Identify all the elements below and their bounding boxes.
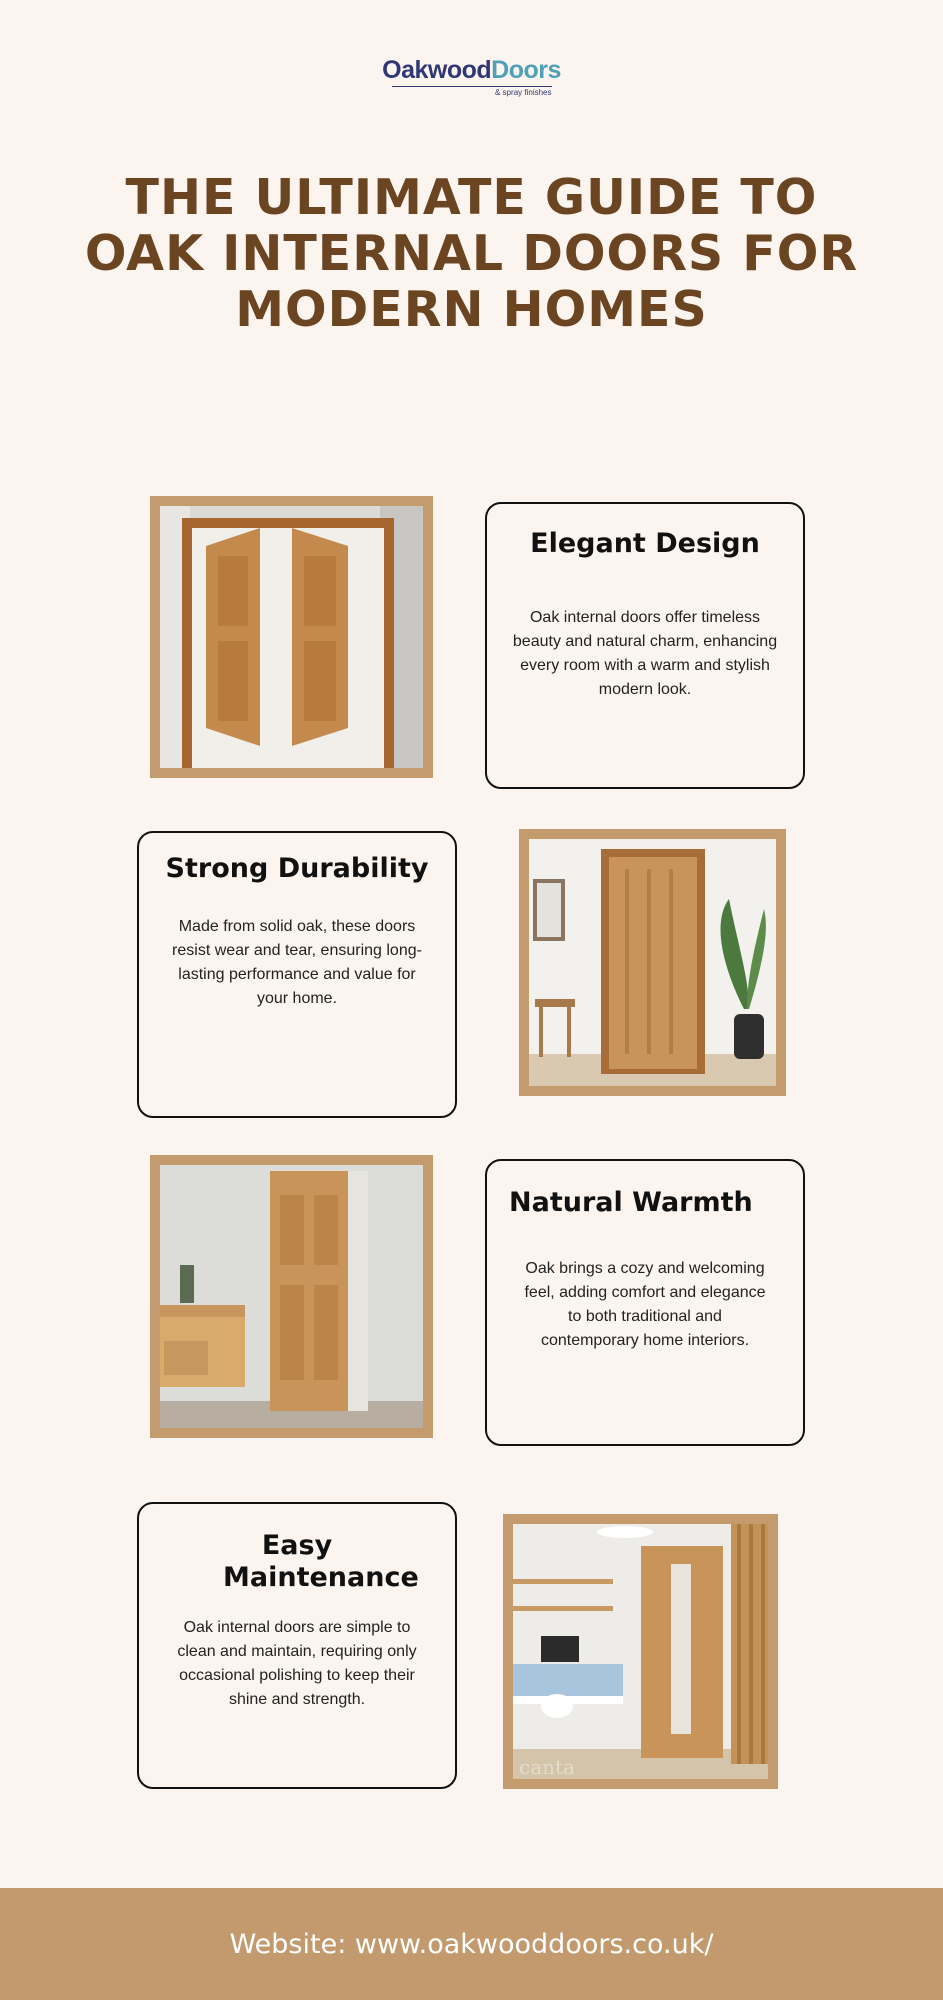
brand-name-part1: Oakwood: [382, 56, 492, 84]
section-title: Elegant Design: [530, 528, 760, 559]
photo-double-doors: [150, 496, 433, 778]
photo-office-glazed-door: [503, 1514, 778, 1789]
brand-name: [382, 56, 561, 84]
page-title: THE ULTIMATE GUIDE TO OAK INTERNAL DOORS FOR MODERN HOMES: [84, 169, 859, 338]
section-title: Easy Maintenance: [223, 1530, 419, 1593]
section-card-strong-durability: [137, 831, 457, 1118]
brand-tagline: & spray finishes: [392, 86, 552, 97]
glazed-oak-door-office-illustration: [513, 1524, 768, 1779]
section-card-easy-maintenance: [137, 1502, 457, 1789]
section-body: Oak internal doors offer timeless beauty and natural charm, enhancing every room with a warm and stylish modern look.: [512, 609, 778, 698]
footer-bar: [0, 1888, 943, 2000]
section-title: Natural Warmth: [509, 1187, 753, 1218]
section-body: Made from solid oak, these doors resist wear and tear, ensuring long-lasting performance and value for your home.: [172, 918, 422, 1007]
oak-door-side-table-illustration: [160, 1165, 423, 1428]
footer-website[interactable]: Website: www.oakwooddoors.co.uk/: [229, 1928, 714, 1960]
section-body: Oak internal doors are simple to clean and maintain, requiring only occasional polishing to keep their shine and strength.: [177, 1619, 417, 1708]
section-card-elegant-design: [485, 502, 805, 789]
section-card-natural-warmth: [485, 1159, 805, 1446]
brand-name-part2: Doors: [491, 56, 561, 84]
photo-watermark: canta: [519, 1755, 575, 1779]
double-oak-doors-illustration: [160, 506, 423, 768]
section-body: Oak brings a cozy and welcoming feel, adding comfort and elegance to both traditional and contemporary home interiors.: [524, 1260, 766, 1349]
photo-single-door-plant: [519, 829, 786, 1096]
brand-logo: [0, 56, 943, 97]
photo-door-side-table: [150, 1155, 433, 1438]
section-title: Strong Durability: [165, 853, 429, 884]
oak-door-plant-illustration: [529, 839, 776, 1086]
